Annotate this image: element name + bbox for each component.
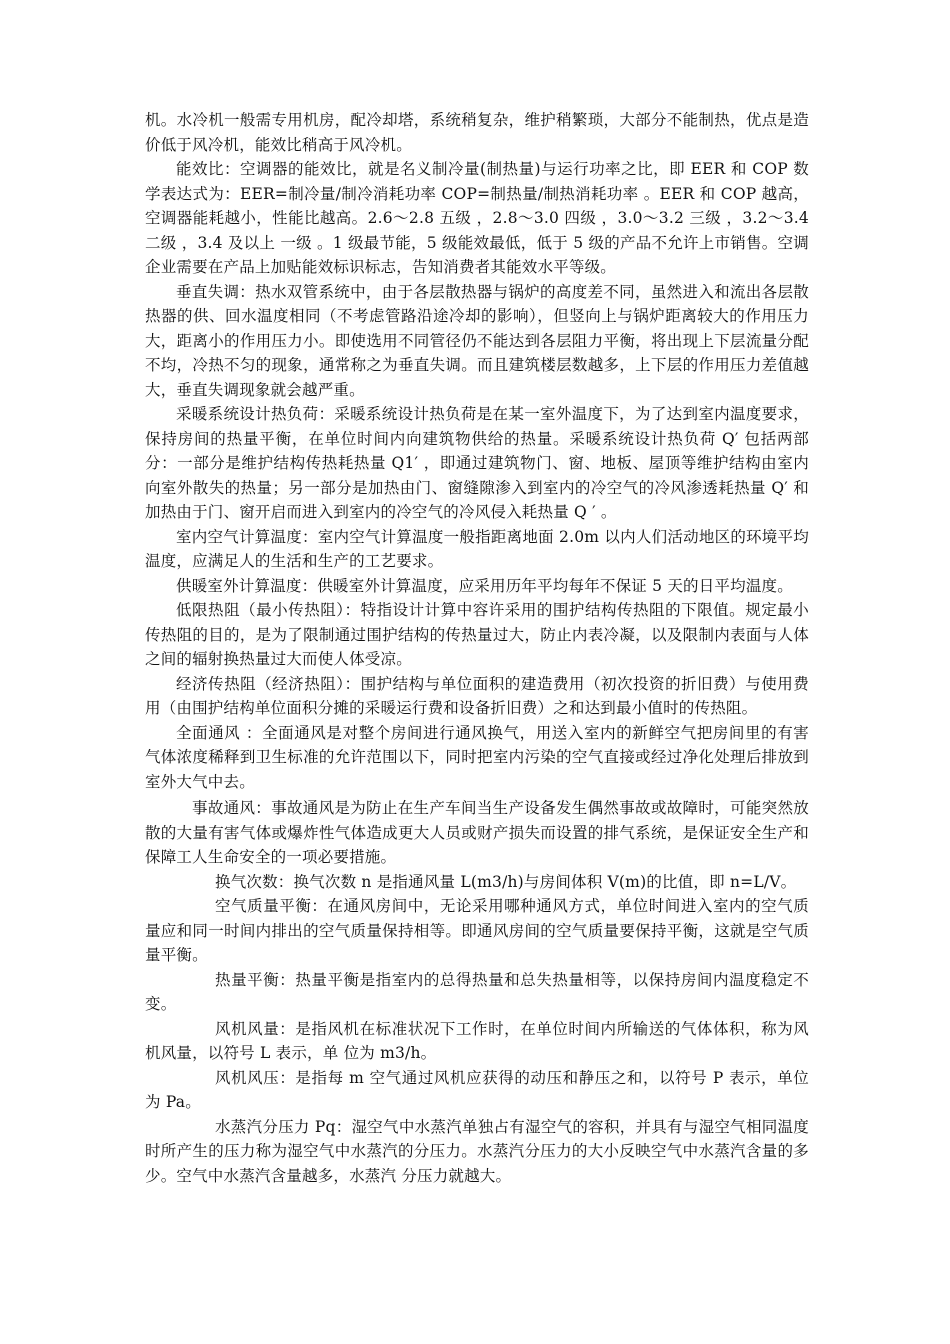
- paragraph-water-chiller: 机。水冷机一般需专用机房，配冷却塔，系统稍复杂，维护稍繁琐，大部分不能制热，优点是造价低于风冷机，能效比稍高于风冷机。: [145, 111, 809, 154]
- paragraph-emergency-ventilation: 事故通风：事故通风是为防止在生产车间当生产设备发生偶然事故或故障时，可能突然放散的大量有害气体或爆炸性气体造成更大人员或财产损失而设置的排气系统，是保证安全生产和保障工人生命安全的一项必要措施。: [145, 799, 809, 866]
- paragraph-vertical-imbalance: 垂直失调：热水双管系统中，由于各层散热器与锅炉的高度差不同，虽然进入和流出各层散热器的供、回水温度相同（不考虑管路沿途冷却的影响），但竖向上与锅炉距离较大的作用压力大，距离小的作用压力小。即使选用不同管径仍不能达到各层阻力平衡，将出现上下层流量分配不均，冷热不匀的现象，通常称之为垂直失调。而且建筑楼层数越多，上下层的作用压力差值越大，垂直失调现象就会越严重。: [145, 282, 809, 399]
- paragraph-water-vapor-partial-pressure: 水蒸汽分压力 Pq：湿空气中水蒸汽单独占有湿空气的容积，并具有与湿空气相同温度时所产生的压力称为湿空气中水蒸汽的分压力。水蒸汽分压力的大小反映空气中水蒸汽含量的多少。空气中水蒸汽含量越多，水蒸汽 分压力就越大。: [145, 1117, 809, 1185]
- paragraph-design-heat-load: 采暖系统设计热负荷：采暖系统设计热负荷是在某一室外温度下，为了达到室内温度要求，保持房间的热量平衡，在单位时间内向建筑物供给的热量。采暖系统设计热负荷 Q′ 包括两部分：一部分是维护结构传热耗热量 Q1′ ，即通过建筑物门、窗、地板、屋顶等维护结构由室内向室外散失的热量；另一部分是加热由门、窗缝隙渗入到室内的冷空气的冷风渗透耗热量 Q′ 和加热由于门、窗开启而进入到室内的冷空气的冷风侵入耗热量 Q ′ 。: [145, 405, 809, 521]
- paragraph-indoor-design-temperature: 室内空气计算温度：室内空气计算温度一般指距离地面 2.0m 以内人们活动地区的环境平均温度，应满足人的生活和生产的工艺要求。: [145, 527, 809, 570]
- paragraph-outdoor-design-temperature: 供暖室外计算温度：供暖室外计算温度，应采用历年平均每年不保证 5 天的日平均温度。: [176, 576, 793, 595]
- paragraph-general-ventilation: 全面通风 ：全面通风是对整个房间进行通风换气，用送入室内的新鲜空气把房间里的有害气体浓度稀释到卫生标准的允许范围以下，同时把室内污染的空气直接或经过净化处理后排放到室外大气中去。: [145, 723, 809, 791]
- paragraph-energy-efficiency-ratio: 能效比：空调器的能效比，就是名义制冷量(制热量)与运行功率之比，即 EER 和 COP 数学表达式为：EER=制冷量/制冷消耗功率 COP=制热量/制热消耗功率 。EER 和 COP 越高，空调器能耗越小，性能比越高。2.6～2.8 五级 ，2.8～3.0 四级 ，3.0～3.2 三级 ，3.2～3.4 二级 ，3.4 及以上 一级 。1 级最节能，5 级能效最低，低于 5 级的产品不允许上市销售。空调企业需要在产品上加贴能效标识标志，告知消费者其能效水平等级。: [145, 160, 809, 276]
- paragraph-minimum-thermal-resistance: 低限热阻（最小传热阻）：特指设计计算中容许采用的围护结构传热阻的下限值。规定最小传热阻的目的，是为了限制通过围护结构的传热量过大，防止内表冷凝，以及限制内表面与人体之间的辐射换热量过大而使人体受凉。: [145, 601, 809, 668]
- paragraph-economic-thermal-resistance: 经济传热阻（经济热阻）：围护结构与单位面积的建造费用（初次投资的折旧费）与使用费用（由围护结构单位面积分摊的采暖运行费和设备折旧费）之和达到最小值时的传热阻。: [145, 674, 809, 717]
- paragraph-air-change-rate: 换气次数：换气次数 n 是指通风量 L(m3/h)与房间体积 V(m)的比值，即 n=L/V。: [215, 872, 797, 891]
- paragraph-fan-pressure: 风机风压：是指每 m 空气通过风机应获得的动压和静压之和，以符号 P 表示，单位为 Pa。: [145, 1068, 809, 1111]
- paragraph-heat-balance: 热量平衡：热量平衡是指室内的总得热量和总失热量相等，以保持房间内温度稳定不变。: [145, 970, 809, 1013]
- document-page: [145, 108, 809, 1188]
- paragraph-air-mass-balance: 空气质量平衡：在通风房间中，无论采用哪种通风方式，单位时间进入室内的空气质量应和同一时间内排出的空气质量保持相等。即通风房间的空气质量要保持平衡，这就是空气质量平衡。: [145, 897, 809, 964]
- paragraph-fan-air-volume: 风机风量：是指风机在标准状况下工作时，在单位时间内所输送的气体体积，称为风机风量，以符号 L 表示，单 位为 m3/h。: [145, 1019, 809, 1062]
